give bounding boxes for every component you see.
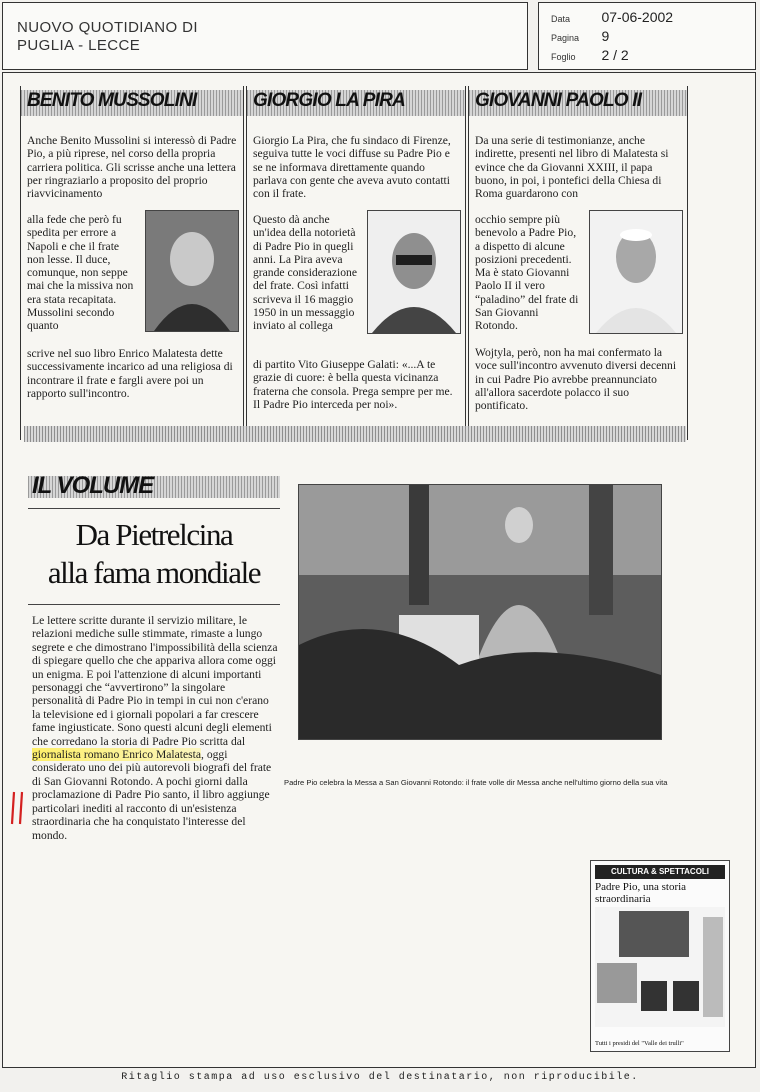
article-headline: Da Pietrelcina alla fama mondiale xyxy=(47,517,261,590)
column-mussolini xyxy=(20,86,244,440)
page-label: Pagina xyxy=(551,33,580,43)
headline-rule xyxy=(28,604,280,605)
mussolini-portrait xyxy=(145,210,239,332)
column-text-top: Da una serie di testimonianze, anche indirette, presenti nel libro di Malatesta si evince che da Giovanni XXIII, il papa buono, in poi, i pontefici della Chiesa di Roma guardarono con xyxy=(475,134,669,201)
article-body xyxy=(32,614,278,842)
publication-name: NUOVO QUOTIDIANO DI PUGLIA - LECCE xyxy=(17,19,198,54)
publication-header xyxy=(2,2,528,70)
date-label: Data xyxy=(551,14,571,24)
volume-section-title: IL VOLUME xyxy=(32,472,154,499)
column-text-top: Anche Benito Mussolini si interessò di Padre Pio, a più riprese, nel corso della propria carriera politica. Gli scrisse anche una lettera per ringraziarlo a proposito del proprio riavvicinamento xyxy=(27,134,237,201)
column-giovanni-paolo xyxy=(468,86,688,440)
handwritten-mark-icon xyxy=(8,788,28,828)
pope-portrait xyxy=(589,210,683,334)
page-value: 9 xyxy=(601,28,610,44)
photo-caption: Padre Pio celebra la Messa a San Giovanni Rotondo: il frate volle dir Messa anche nell'ultimo giorno della sua vita xyxy=(284,778,668,787)
date-value: 07-06-2002 xyxy=(601,9,674,25)
thumbnail-title: Padre Pio, una storia straordinaria xyxy=(595,881,687,905)
mass-photo xyxy=(298,484,662,740)
newspaper-thumbnail xyxy=(590,860,730,1052)
column-text-side: alla fede che però fu spedita per errore a Napoli e che il frate non lesse. Il duce, comunque, non seppe mai che la missiva non era stata recapitata. Mussolini secondo quanto xyxy=(27,213,134,333)
column-text-side: Questo dà anche un'idea della notorietà di Padre Pio in quegli anni. La Pira aveva grande considerazione del frate. Così infatti scriveva il 16 maggio 1950 in un messaggio inviato al collega xyxy=(253,213,357,333)
portrait-image xyxy=(368,211,460,333)
red-margin-mark xyxy=(8,788,28,828)
sheet-value: 2 / 2 xyxy=(601,47,629,63)
meta-page xyxy=(551,28,609,46)
column-text-bottom: scrive nel suo libro Enrico Malatesta dette successivamente incarico ad una religiosa di incontrare il frate e fargli avere poi un rapporto sull'incontro. xyxy=(27,347,233,400)
column-text-top: Giorgio La Pira, che fu sindaco di Firenze, seguiva tutte le voci diffuse su Padre Pio e se ne informava direttamente quando parlava con gente che aveva avuto contatti con il frate. xyxy=(253,134,451,201)
headline-rule xyxy=(28,508,280,509)
column-title: GIORGIO LA PIRA xyxy=(253,90,405,111)
column-text-bottom: Wojtyla, però, non ha mai confermato la voce sull'incontro avvenuto diversi decenni in cui Padre Pio avrebbe preannunciato all'allora sacerdote polacco il suo pontificato. xyxy=(475,346,677,413)
mass-photo-image xyxy=(299,485,661,739)
meta-date xyxy=(551,9,673,27)
portrait-image xyxy=(146,211,238,331)
highlighted-author: giornalista romano Enrico Malatesta xyxy=(32,748,202,762)
column-text-bottom: di partito Vito Giuseppe Galati: «...A te grazie di cuore: è bella questa vicinanza fraterna che consola. Prega sempre per me. Il Padre Pio interceda per noi». xyxy=(253,358,453,411)
column-text-side: occhio sempre più benevolo a Padre Pio, a dispetto di alcune posizioni precedenti. Ma è stato Giovanni Paolo II il vero “paladino” del frate di San Giovanni Rotondo. xyxy=(475,213,579,333)
thumbnail-section: CULTURA & SPETTACOLI xyxy=(595,865,725,879)
section-divider xyxy=(24,426,686,442)
column-lapira xyxy=(246,86,466,440)
article-body-part2: , oggi considerato uno dei più autorevoli biografi del frate di San Giovanni Rotondo. A pochi giorni dalla proclamazione di Padre Pio santo, il libro aggiunge particolari inediti al racconto di un'esistenza straordinaria che ha conquistato l'interesse del mondo. xyxy=(32,748,272,842)
meta-sheet xyxy=(551,47,629,65)
clipping-meta xyxy=(538,2,756,70)
lapira-portrait xyxy=(367,210,461,334)
thumbnail-footer: Tutti i presidi del "Valle dei trulli" xyxy=(595,1040,684,1047)
clipping-disclaimer: Ritaglio stampa ad uso esclusivo del destinatario, non riproducibile. xyxy=(121,1072,639,1083)
sheet-label: Foglio xyxy=(551,52,576,62)
portrait-image xyxy=(590,211,682,333)
thumbnail-layout-image xyxy=(595,907,725,1027)
column-title: GIOVANNI PAOLO II xyxy=(475,90,642,111)
column-title: BENITO MUSSOLINI xyxy=(27,90,197,111)
article-body-part1: Le lettere scritte durante il servizio militare, le relazioni mediche sulle stimmate, rimaste a lungo segrete e che dimostrano l'impossibilità della scienza di spiegare quello che che appariva allora come oggi un enigma. E poi l'attenzione di alcuni importanti personaggi che “avvertirono” la singolare personalità di Padre Pio in tempi in cui non c'erano la televisione ed i giornali popolari a far crescere fame ingiusticate. Sono questi alcuni degli elementi che corredano la storia di Padre Pio scritta dal xyxy=(32,614,278,748)
